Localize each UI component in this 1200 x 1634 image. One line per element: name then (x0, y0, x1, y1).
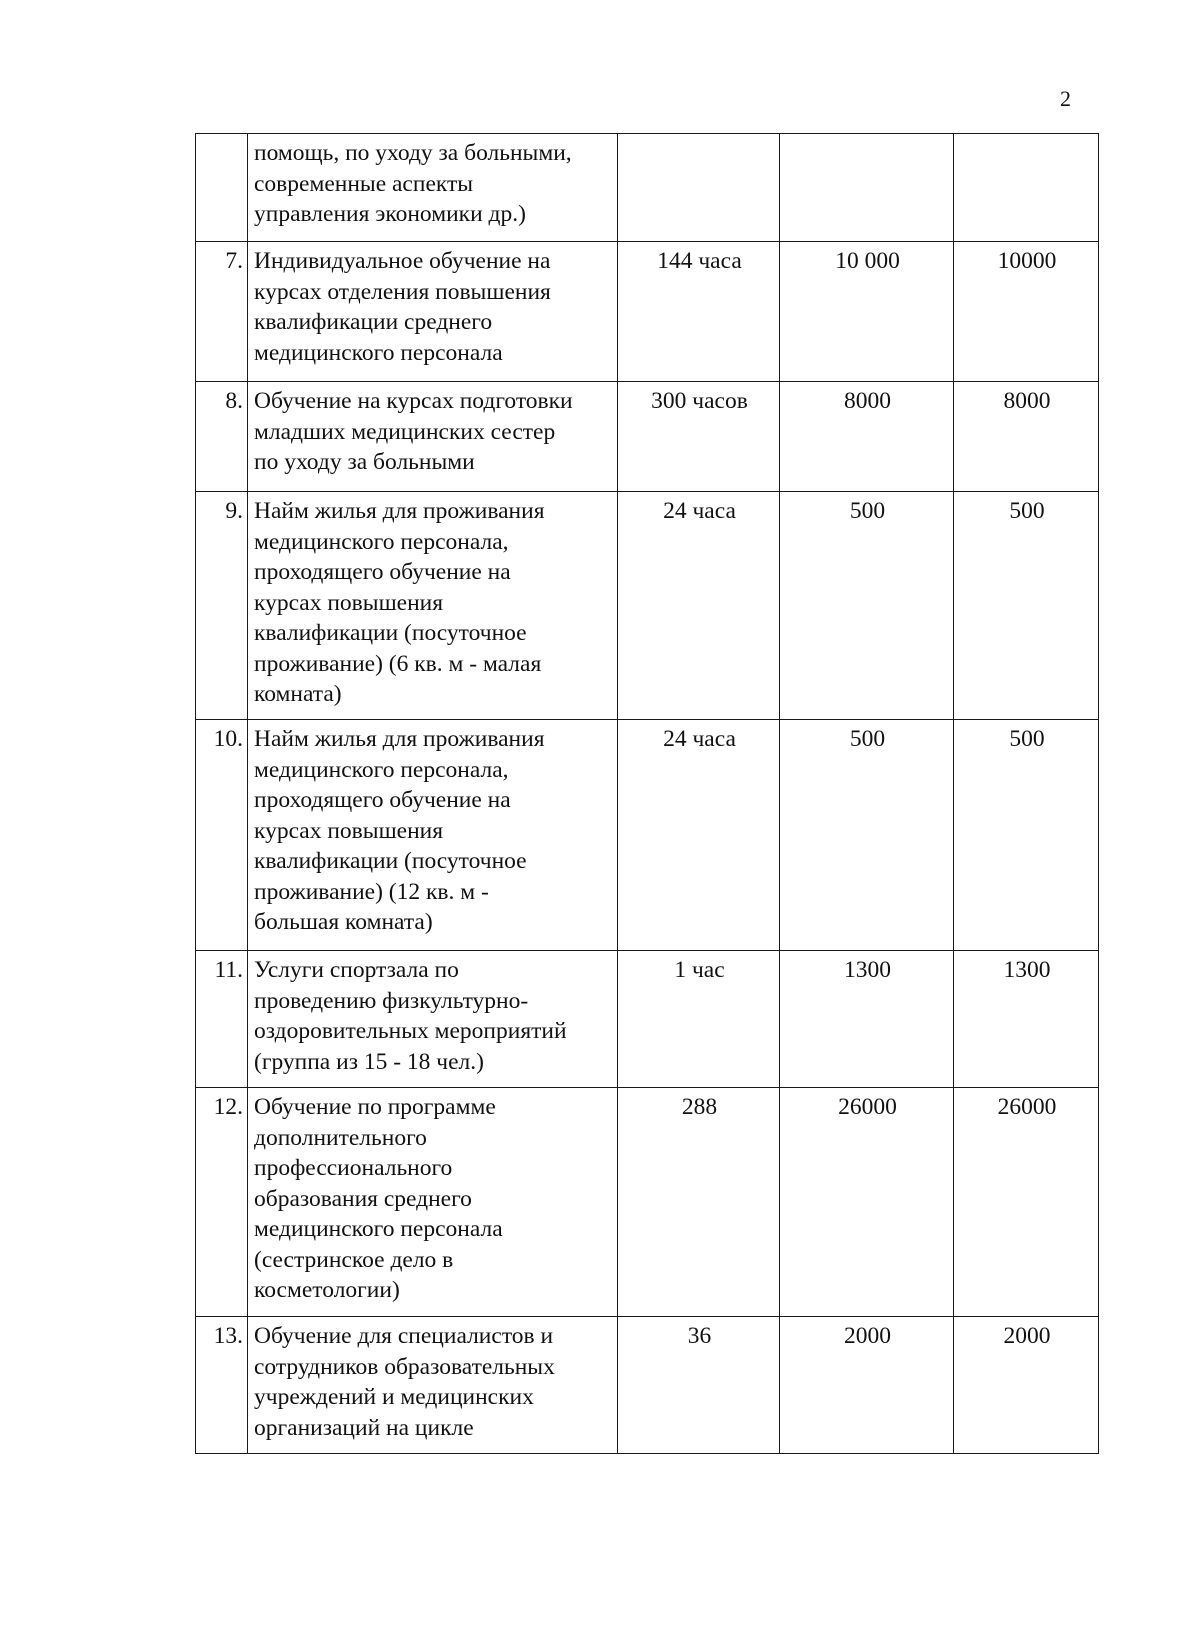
price-total-cell: 26000 (954, 1088, 1099, 1317)
service-name-line: по уходу за больными (254, 449, 475, 475)
service-name-line: медицинского персонала, (254, 528, 509, 555)
service-name-line: Обучение для специалистов и (254, 1323, 554, 1349)
service-name-line: медицинского персонала, (254, 756, 509, 783)
row-number-cell (196, 134, 248, 242)
price-total-cell: 500 (954, 492, 1099, 720)
row-number-cell: 13. (196, 1317, 248, 1454)
service-name-line: медицинского персонала (254, 1216, 503, 1242)
row-number-cell: 7. (196, 242, 248, 382)
table-body (196, 134, 1099, 1454)
price-total-cell: 500 (954, 720, 1099, 951)
unit-cell (618, 134, 780, 242)
service-name-line: Обучение на курсах подготовки (254, 388, 573, 414)
service-name-cell (248, 134, 618, 242)
service-name-cell (248, 242, 618, 382)
service-name-line: курсах повышения (254, 817, 444, 844)
service-name-line: образования среднего (254, 1185, 472, 1212)
unit-cell: 36 (618, 1317, 780, 1454)
service-name-cell (248, 492, 618, 720)
table-row (196, 242, 1099, 382)
service-name-line: курсах повышения (254, 589, 444, 616)
row-number-cell: 8. (196, 382, 248, 492)
service-name-line: младших медицинских сестер (254, 418, 556, 445)
price-cell: 26000 (780, 1088, 954, 1317)
price-total-cell: 1300 (954, 951, 1099, 1088)
unit-cell: 24 часа (618, 720, 780, 951)
service-name-line: Услуги спортзала по (254, 957, 459, 983)
table-row (196, 1317, 1099, 1454)
service-name-line: квалификации (посуточное (254, 848, 527, 874)
service-name-line: медицинского персонала (254, 339, 503, 366)
price-total-cell: 2000 (954, 1317, 1099, 1454)
price-cell: 8000 (780, 382, 954, 492)
service-name-line: организаций на цикле (254, 1414, 474, 1441)
unit-cell: 1 час (618, 951, 780, 1088)
row-number-cell: 11. (196, 951, 248, 1088)
table-row (196, 492, 1099, 720)
service-name-line: косметологии) (254, 1277, 400, 1303)
price-cell: 500 (780, 492, 954, 720)
unit-cell: 288 (618, 1088, 780, 1317)
service-name-cell (248, 1317, 618, 1454)
price-cell: 1300 (780, 951, 954, 1088)
service-name-line: проведению физкультурно- (254, 987, 529, 1014)
service-name-line: (группа из 15 - 18 чел.) (254, 1048, 484, 1075)
service-name-cell (248, 1088, 618, 1317)
service-name-line: Обучение по программе (254, 1094, 496, 1120)
unit-cell: 24 часа (618, 492, 780, 720)
services-price-table (195, 133, 1099, 1454)
table-row (196, 1088, 1099, 1317)
service-name-line: проходящего обучение на (254, 559, 511, 585)
price-cell (780, 134, 954, 242)
service-name-line: учреждений и медицинских (254, 1384, 534, 1410)
service-name-cell (248, 720, 618, 951)
service-name-line: управления экономики др.) (254, 201, 526, 227)
price-cell: 2000 (780, 1317, 954, 1454)
service-name-line: (сестринское дело в (254, 1246, 454, 1273)
service-name-line: сотрудников образовательных (254, 1353, 555, 1380)
price-cell: 10 000 (780, 242, 954, 382)
service-name-cell (248, 382, 618, 492)
page-number: 2 (1060, 86, 1071, 111)
unit-cell: 144 часа (618, 242, 780, 382)
row-number-cell: 12. (196, 1088, 248, 1317)
service-name-line: Найм жилья для проживания (254, 498, 545, 524)
price-total-cell (954, 134, 1099, 242)
row-number-cell: 10. (196, 720, 248, 951)
service-name-line: Найм жилья для проживания (254, 726, 545, 752)
table-row (196, 951, 1099, 1088)
service-name-line: профессионального (254, 1155, 453, 1181)
service-name-line: курсах отделения повышения (254, 278, 551, 305)
service-name-line: Индивидуальное обучение на (254, 248, 551, 274)
service-name-line: квалификации среднего (254, 309, 493, 335)
service-name-line: квалификации (посуточное (254, 620, 527, 646)
service-name-line: комната) (254, 681, 342, 707)
table-row (196, 134, 1099, 242)
table-row (196, 382, 1099, 492)
unit-cell: 300 часов (618, 382, 780, 492)
price-total-cell: 8000 (954, 382, 1099, 492)
service-name-cell (248, 951, 618, 1088)
service-name-line: помощь, по уходу за больными, (254, 140, 572, 166)
service-name-line: проживание) (12 кв. м - (254, 878, 489, 905)
service-name-line: современные аспекты (254, 170, 474, 197)
price-cell: 500 (780, 720, 954, 951)
table-row (196, 720, 1099, 951)
service-name-line: оздоровительных мероприятий (254, 1018, 567, 1044)
row-number-cell: 9. (196, 492, 248, 720)
service-name-line: большая комната) (254, 909, 433, 935)
price-total-cell: 10000 (954, 242, 1099, 382)
service-name-line: проживание) (6 кв. м - малая (254, 650, 542, 677)
service-name-line: дополнительного (254, 1124, 427, 1151)
service-name-line: проходящего обучение на (254, 787, 511, 813)
